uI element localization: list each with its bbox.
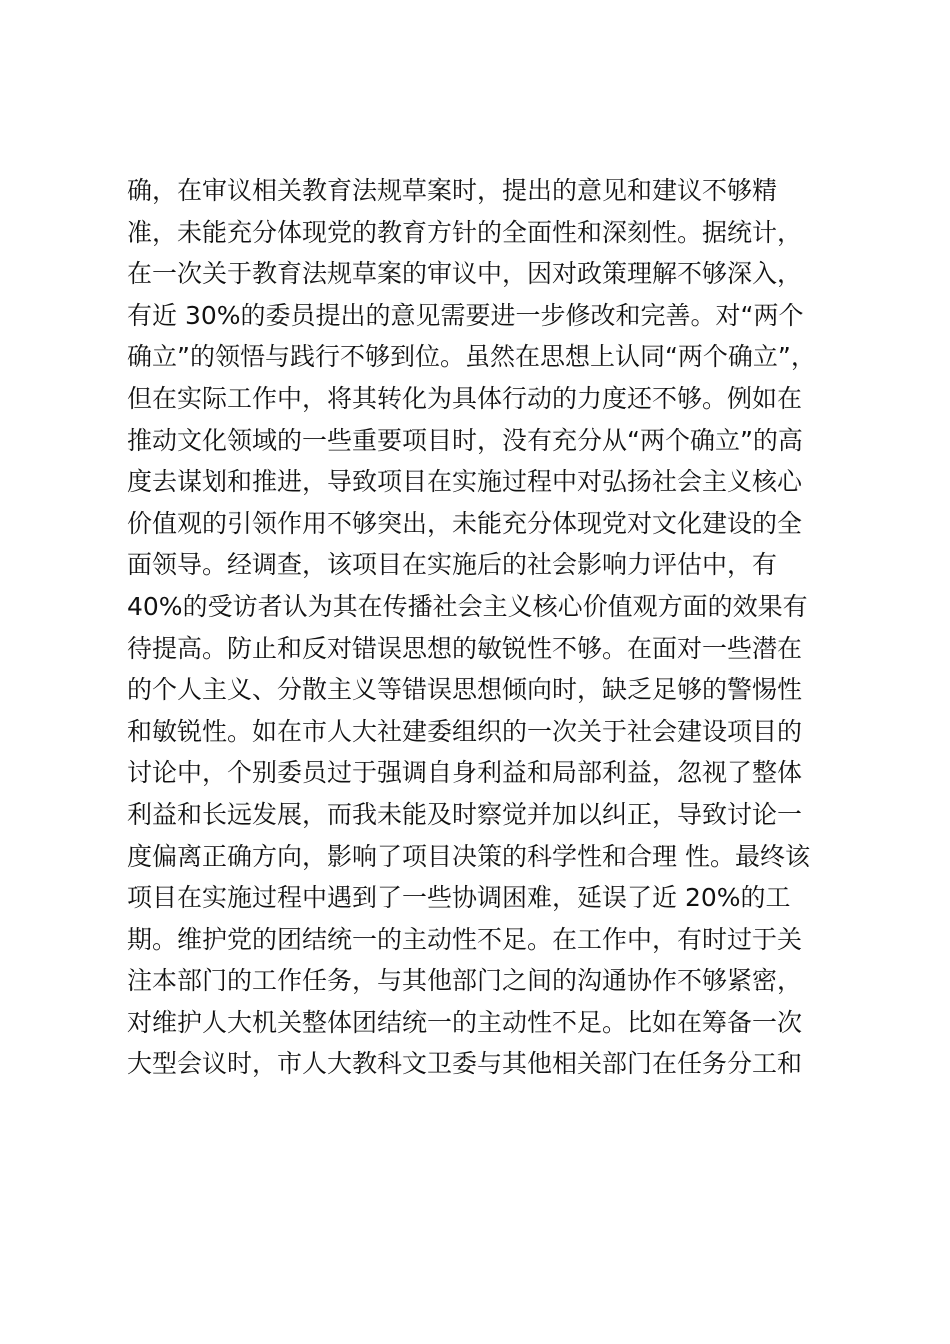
text-line: 在一次关于教育法规草案的审议中，因对政策理解不够深入， (127, 259, 803, 289)
text-line: 待提高。防止和反对错误思想的敏锐性不够。在面对一些潜在 (127, 633, 803, 663)
text-line: 但在实际工作中，将其转化为具体行动的力度还不够。例如在 (127, 383, 803, 413)
text-line: 讨论中，个别委员过于强调自身利益和局部利益，忽视了整体 (127, 758, 803, 788)
text-line: 确立”的领悟与践行不够到位。虽然在思想上认同“两个确立”， (127, 342, 816, 372)
text-line: 和敏锐性。如在市人大社建委组织的一次关于社会建设项目的 (127, 716, 803, 746)
text-line: 期。维护党的团结统一的主动性不足。在工作中，有时过于关 (127, 924, 803, 954)
text-line: 确，在审议相关教育法规草案时，提出的意见和建议不够精 (127, 176, 778, 205)
text-line: 项目在实施过程中遇到了一些协调困难，延误了近 20%的工 (127, 883, 791, 913)
text-line: 度去谋划和推进，导致项目在实施过程中对弘扬社会主义核心 (127, 467, 803, 497)
text-line: 度偏离正确方向，影响了项目决策的科学性和合理 性。最终该 (127, 841, 810, 871)
text-line: 对维护人大机关整体团结统一的主动性不足。比如在筹备一次 (127, 1007, 803, 1037)
text-line: 注本部门的工作任务，与其他部门之间的沟通协作不够紧密， (127, 966, 803, 996)
text-line: 的个人主义、分散主义等错误思想倾向时，缺乏足够的警惕性 (127, 675, 803, 705)
text-line: 准，未能充分体现党的教育方针的全面性和深刻性。据统计， (127, 217, 803, 247)
text-line: 40%的受访者认为其在传播社会主义核心价值观方面的效果有 (127, 591, 808, 621)
text-line: 利益和长远发展，而我未能及时察觉并加以纠正，导致讨论一 (127, 799, 803, 829)
text-line: 有近 30%的委员提出的意见需要进一步修改和完善。对“两个 (127, 300, 804, 330)
text-line: 面领导。经调查，该项目在实施后的社会影响力评估中，有 (127, 550, 778, 580)
text-line: 推动文化领域的一些重要项目时，没有充分从“两个确立”的高 (127, 425, 803, 455)
text-line: 大型会议时，市人大教科文卫委与其他相关部门在任务分工和 (127, 1049, 803, 1079)
text-line: 价值观的引领作用不够突出，未能充分体现党对文化建设的全 (127, 508, 803, 538)
body-paragraph (127, 170, 847, 1085)
